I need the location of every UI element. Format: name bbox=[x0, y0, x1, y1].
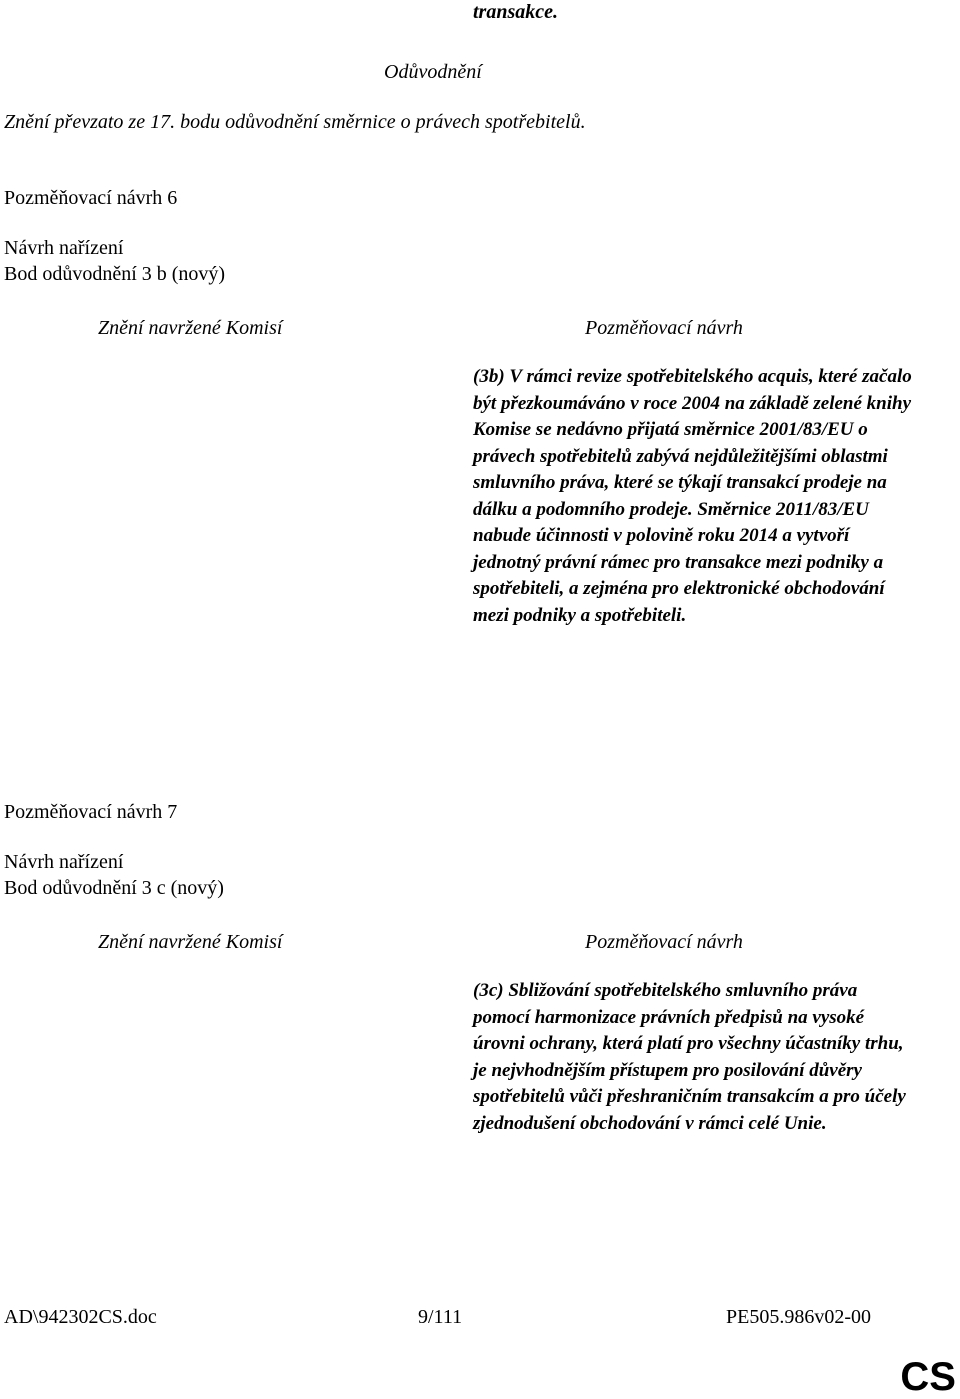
amendment-6-recital: Bod odůvodnění 3 b (nový) bbox=[4, 263, 226, 285]
amendment-7-col-commission: Znění navržené Komisí bbox=[98, 931, 283, 953]
amendment-7-text bbox=[473, 978, 913, 1137]
amendment-7-col-amendment: Pozměňovací návrh bbox=[585, 931, 743, 953]
justification-heading: Odůvodnění bbox=[384, 61, 482, 83]
continuation-text: transakce. bbox=[473, 1, 558, 23]
amendment-7-recital: Bod odůvodnění 3 c (nový) bbox=[4, 877, 224, 899]
amendment-6-title: Pozměňovací návrh 6 bbox=[4, 187, 178, 209]
amendment-6-col-amendment: Pozměňovací návrh bbox=[585, 317, 743, 339]
amendment-6-proposal: Návrh nařízení bbox=[4, 237, 124, 259]
amendment-6-text bbox=[473, 364, 913, 629]
amendment-7-text-body: (3c) Sbližování spotřebitelského smluvního práva pomocí harmonizace právních předpisů na vysoké úrovni ochrany, která platí pro všechny účastníky trhu, je nejvhodnějším přístupem pro posilování důvěry spotřebitelů vůči přeshraničním transakcím a pro účely zjednodušení obchodování v rámci celé Unie. bbox=[473, 980, 906, 1134]
amendment-6-text-part1: (3b) V rámci revize spotřebitelského acquis, které začalo být přezkoumáváno v roce 2004 na základě zelené knihy Komise se nedávno přijatá směrnice 2001/83/EU o právech spotřebitelů zabývá nejdůležitějšími oblastmi smluvního práva, které se týkají transakcí prodeje na dálku a podomního prodeje. bbox=[473, 366, 912, 520]
language-code: CS bbox=[900, 1355, 956, 1399]
footer-page-number: 9/111 bbox=[418, 1306, 463, 1328]
amendment-6-col-commission: Znění navržené Komisí bbox=[98, 317, 283, 339]
justification-text: Znění převzato ze 17. bodu odůvodnění směrnice o právech spotřebitelů. bbox=[4, 111, 586, 133]
footer-pe-ref: PE505.986v02-00 bbox=[726, 1306, 871, 1328]
amendment-7-proposal: Návrh nařízení bbox=[4, 851, 124, 873]
amendment-7-title: Pozměňovací návrh 7 bbox=[4, 801, 178, 823]
footer-doc-ref: AD\942302CS.doc bbox=[4, 1306, 157, 1328]
amendment-6-text-part2: Směrnice 2011/83/EU nabude účinnosti v polovině roku 2014 a vytvoří jednotný právní rámec pro transakce mezi podniky a spotřebiteli, a zejména pro elektronické obchodování mezi podniky a spotřebiteli. bbox=[473, 498, 885, 626]
